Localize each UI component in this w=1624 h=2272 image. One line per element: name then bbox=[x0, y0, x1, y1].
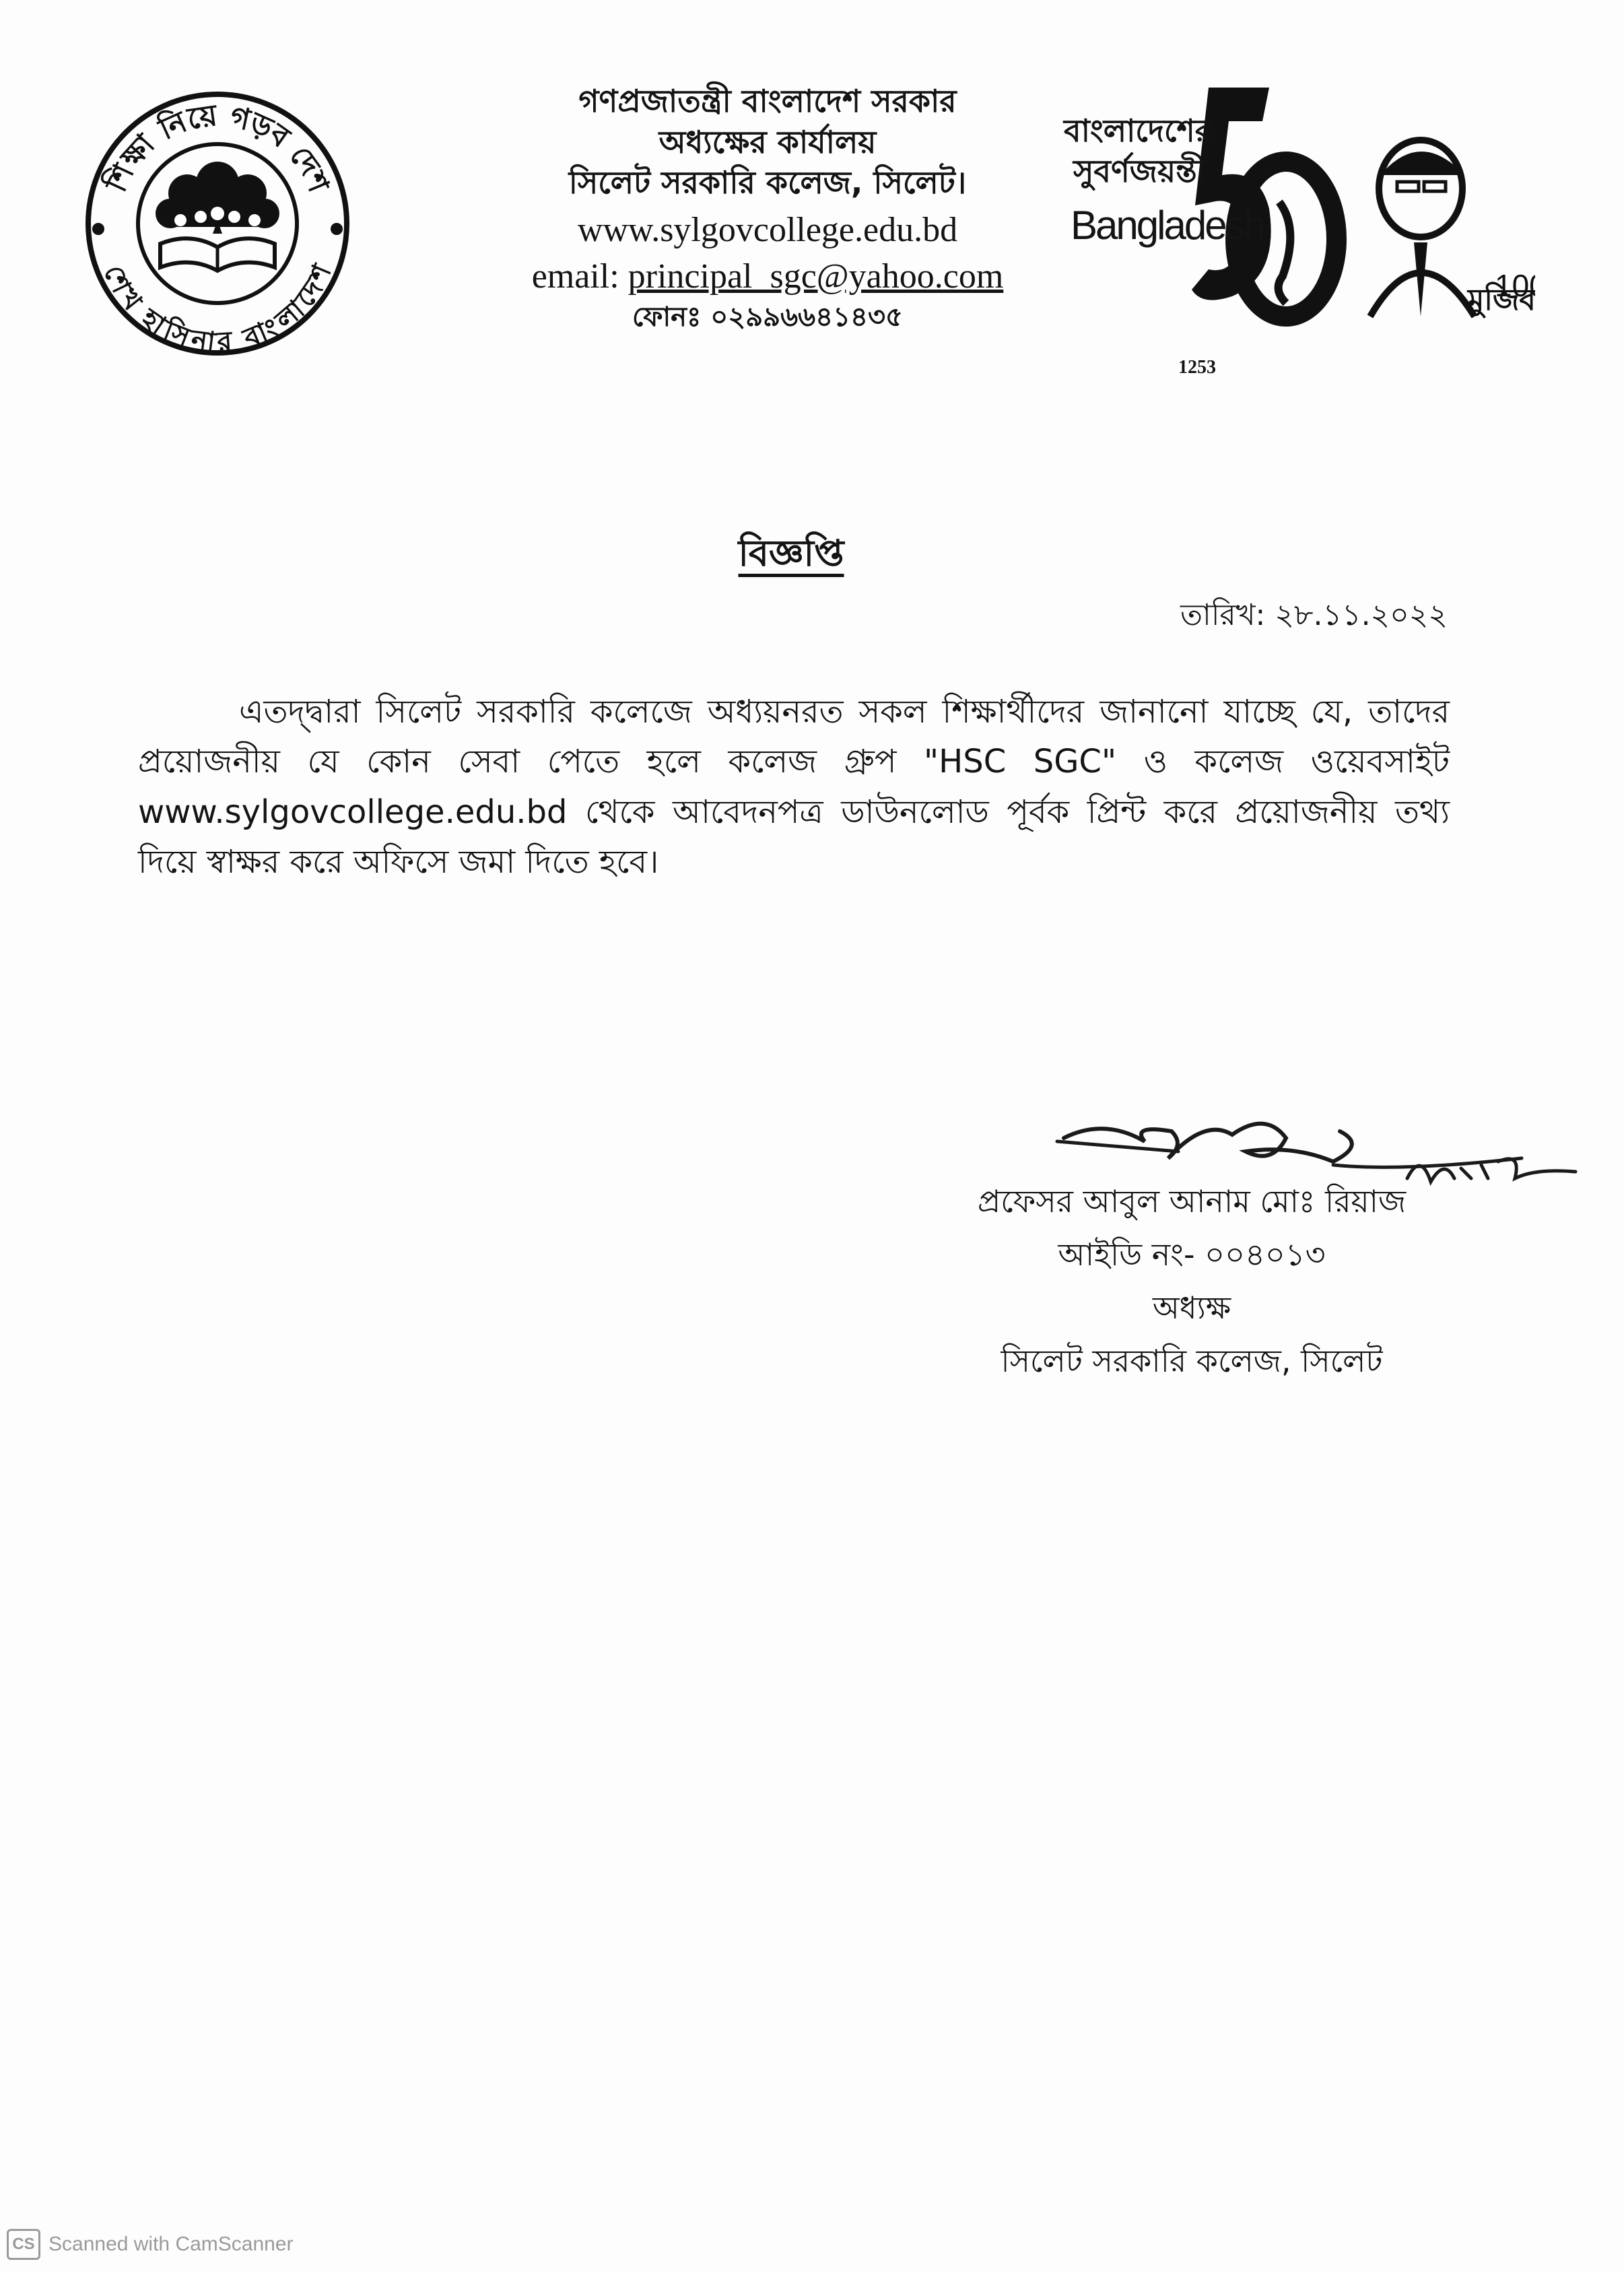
jubilee-code: 1253 bbox=[1178, 357, 1216, 378]
svg-text:শেখ হাসিনার বাংলাদেশ bbox=[97, 259, 338, 358]
email-label: email: bbox=[531, 257, 628, 296]
college-seal-logo bbox=[79, 75, 356, 372]
college-website: www.sylgovcollege.edu.bd bbox=[577, 211, 958, 250]
email-line bbox=[465, 254, 1071, 300]
letterhead bbox=[465, 81, 1071, 335]
signatory-id: আইডি নং- ০০৪০১৩ bbox=[1058, 1236, 1326, 1273]
seal-bottom-text: শেখ হাসিনার বাংলাদেশ bbox=[97, 260, 338, 358]
office-name: অধ্যক্ষের কার্যালয় bbox=[658, 123, 877, 160]
college-name: সিলেট সরকারি কলেজ, সিলেট। bbox=[568, 164, 967, 201]
golden-jubilee-emblem bbox=[1064, 74, 1535, 391]
seal-top-text: শিক্ষা নিয়ে গড়ব দেশ bbox=[99, 98, 336, 197]
jubilee-en-label: Bangladesh bbox=[1071, 203, 1264, 248]
camscanner-icon: CS bbox=[7, 2229, 40, 2260]
camscanner-text: Scanned with CamScanner bbox=[48, 2233, 294, 2255]
notice-body: এতদ্দ্বারা সিলেট সরকারি কলেজে অধ্যয়নরত সকল শিক্ষার্থীদের জানানো যাচ্ছে যে, তাদের প্রয়োজনীয় যে কোন সেবা পেতে হলে কলেজ গ্রুপ "HSC SGC" ও কলেজ ওয়েবসাইট www.sylgovcollege.edu.bd থেকে আবেদনপত্র ডাউনলোড পূর্বক প্রিন্ট করে প্রয়োজনীয় তথ্য দিয়ে স্বাক্ষর করে অফিসে জমা দিতে হবে। bbox=[138, 693, 1450, 881]
signatory-block bbox=[916, 1175, 1468, 1388]
government-name: গণপ্রজাতন্ত্রী বাংলাদেশ সরকার bbox=[578, 83, 957, 119]
signatory-institution: সিলেট সরকারি কলেজ, সিলেট bbox=[1001, 1343, 1383, 1380]
mujib-label: মুজিব bbox=[1468, 283, 1535, 317]
camscanner-watermark bbox=[7, 2229, 294, 2260]
jubilee-bn-line2: সুবর্ণজয়ন্তী bbox=[1073, 153, 1206, 189]
notice-title bbox=[0, 525, 1582, 586]
jubilee-bn-line1: বাংলাদেশের bbox=[1064, 112, 1213, 149]
phone-number: ফোনঃ ০২৯৯৬৬৪১৪৩৫ bbox=[632, 302, 903, 333]
notice-title-text: বিজ্ঞপ্তি bbox=[738, 532, 844, 574]
signatory-name: প্রফেসর আবুল আনাম মোঃ রিয়াজ bbox=[977, 1183, 1407, 1219]
notice-date: তারিখ: ২৮.১১.২০২২ bbox=[1180, 598, 1448, 632]
signatory-designation: অধ্যক্ষ bbox=[1152, 1290, 1231, 1327]
email-address: principal_sgc@yahoo.com bbox=[628, 257, 1004, 296]
mujib-number: 10 bbox=[1495, 268, 1530, 303]
